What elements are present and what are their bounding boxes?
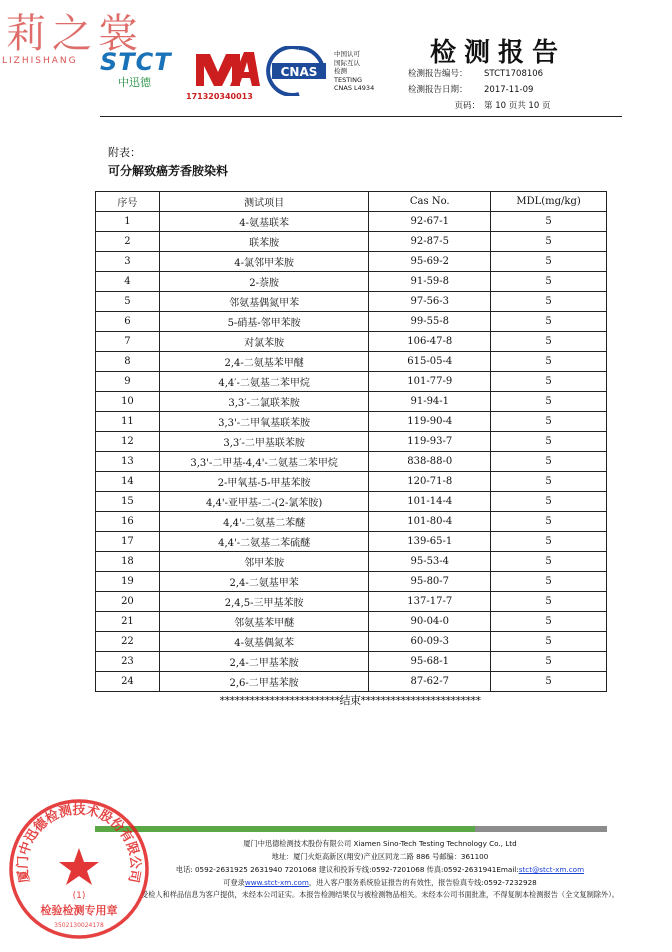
- table-row: [96, 412, 607, 432]
- cell-cas-no: 119-90-4: [369, 412, 491, 432]
- footer-stripe-gray: [475, 826, 607, 832]
- cell-test-item: 2-甲氧基-5-甲基苯胺: [159, 472, 369, 492]
- table-row: [96, 672, 607, 692]
- results-table: [95, 191, 607, 692]
- cell-test-item: 3,3′-二氯联苯胺: [159, 392, 369, 412]
- table-row: [96, 592, 607, 612]
- ma-number: 171320340013: [186, 92, 253, 101]
- table-row: [96, 552, 607, 572]
- table-body: [96, 212, 607, 692]
- table-row: [96, 652, 607, 672]
- cell-test-item: 4,4'-亚甲基-二-(2-氯苯胺): [159, 492, 369, 512]
- cell-mdl: 5: [491, 352, 607, 372]
- cell-cas-no: 91-94-1: [369, 392, 491, 412]
- cell-cas-no: 106-47-8: [369, 332, 491, 352]
- cell-no: 11: [96, 412, 160, 432]
- cell-cas-no: 97-56-3: [369, 292, 491, 312]
- report-date: 2017-11-09: [484, 85, 534, 95]
- cell-mdl: 5: [491, 572, 607, 592]
- table-row: [96, 272, 607, 292]
- table-row: [96, 352, 607, 372]
- cell-test-item: 2,4-二氨基苯甲醚: [159, 352, 369, 372]
- page-number: 第 10 页共 10 页: [484, 101, 551, 111]
- cell-cas-no: 137-17-7: [369, 592, 491, 612]
- cell-test-item: 4-氨基偶氮苯: [159, 632, 369, 652]
- cnas-logo-text: CNAS: [280, 65, 318, 79]
- cell-test-item: 对氯苯胺: [159, 332, 369, 352]
- end-marker: ************************结束************************: [219, 694, 481, 707]
- header-test-item: 测试项目: [159, 192, 369, 212]
- cell-mdl: 5: [491, 412, 607, 432]
- footer-website-link[interactable]: www.stct-xm.com: [244, 878, 309, 887]
- cnas-logo: [266, 46, 332, 96]
- report-number-label: 检测报告编号：: [408, 69, 468, 79]
- cell-test-item: 3,3'-二甲基-4,4'-二氨基二苯甲烷: [159, 452, 369, 472]
- cell-no: 23: [96, 652, 160, 672]
- cell-no: 9: [96, 372, 160, 392]
- cell-test-item: 2,4-二氨基甲苯: [159, 572, 369, 592]
- cell-cas-no: 92-67-1: [369, 212, 491, 232]
- cell-no: 12: [96, 432, 160, 452]
- cell-no: 15: [96, 492, 160, 512]
- footer-login-post: ，进入客户服务系统验证报告的有效性，报告验真专线:0592-7232928: [308, 878, 537, 887]
- cell-mdl: 5: [491, 292, 607, 312]
- report-date-label: 检测报告日期：: [408, 85, 468, 95]
- table-row: [96, 512, 607, 532]
- page-number-row: [408, 99, 550, 111]
- cell-test-item: 邻甲苯胺: [159, 552, 369, 572]
- cell-no: 7: [96, 332, 160, 352]
- watermark: 莉之裳: [6, 11, 144, 57]
- cell-mdl: 5: [491, 252, 607, 272]
- cell-test-item: 4,4'-二氨基二苯硫醚: [159, 532, 369, 552]
- cell-test-item: 5-硝基-邻甲苯胺: [159, 312, 369, 332]
- appendix-label: 附表：: [108, 146, 141, 159]
- seal-code: 3502130024178: [54, 922, 104, 929]
- cell-cas-no: 95-69-2: [369, 252, 491, 272]
- report-title: 检测报告: [430, 38, 567, 68]
- report-number: STCT1708106: [484, 69, 544, 79]
- ma-logo-text: MA: [192, 46, 194, 47]
- cell-no: 21: [96, 612, 160, 632]
- cell-mdl: 5: [491, 492, 607, 512]
- footer-email-link[interactable]: stct@stct-xm.com: [518, 865, 585, 874]
- cell-test-item: 联苯胺: [159, 232, 369, 252]
- cell-cas-no: 119-93-7: [369, 432, 491, 452]
- cell-test-item: 2,4,5-三甲基苯胺: [159, 592, 369, 612]
- table-row: [96, 232, 607, 252]
- cell-mdl: 5: [491, 332, 607, 352]
- cell-cas-no: 120-71-8: [369, 472, 491, 492]
- header-divider: [100, 116, 622, 117]
- table-row: [96, 332, 607, 352]
- cell-cas-no: 95-80-7: [369, 572, 491, 592]
- footer-phone-text: 电话: 0592-2631925 2631940 7201068 建议和投诉专线:0592-7201068 传真:0592-2631941Email:: [175, 865, 519, 874]
- cell-cas-no: 101-80-4: [369, 512, 491, 532]
- cell-no: 18: [96, 552, 160, 572]
- cell-cas-no: 95-53-4: [369, 552, 491, 572]
- cell-test-item: 邻氨基苯甲醚: [159, 612, 369, 632]
- table-row: [96, 432, 607, 452]
- cell-cas-no: 139-65-1: [369, 532, 491, 552]
- cell-test-item: 3,3′-二甲基联苯胺: [159, 432, 369, 452]
- cnas-accreditation-text: 中国认可 国际互认 检测 TESTING CNAS L4934: [334, 50, 375, 92]
- cell-mdl: 5: [491, 312, 607, 332]
- cell-no: 13: [96, 452, 160, 472]
- cell-test-item: 4,4'-二氨基二苯醚: [159, 512, 369, 532]
- cell-mdl: 5: [491, 392, 607, 412]
- cell-mdl: 5: [491, 592, 607, 612]
- cell-no: 1: [96, 212, 160, 232]
- cell-test-item: 4-氯邻甲苯胺: [159, 252, 369, 272]
- cell-mdl: 5: [491, 672, 607, 692]
- cell-no: 17: [96, 532, 160, 552]
- cell-mdl: 5: [491, 432, 607, 452]
- cell-mdl: 5: [491, 212, 607, 232]
- cell-no: 6: [96, 312, 160, 332]
- footer-login-pre: 可登录: [223, 878, 245, 887]
- table-row: [96, 452, 607, 472]
- cell-test-item: 4-氨基联苯: [159, 212, 369, 232]
- cell-mdl: 5: [491, 552, 607, 572]
- footer-disclaimer: 受检人和样品信息为客户提供，未经本公司证实。本报告检测结果仅与被检测物品相关。未经本公司书面批准，不得复制本检测报告（全文复制除外）。: [141, 890, 619, 899]
- report-date-row: [408, 83, 533, 95]
- cell-no: 3: [96, 252, 160, 272]
- cell-cas-no: 838-88-0: [369, 452, 491, 472]
- cell-cas-no: 60-09-3: [369, 632, 491, 652]
- cell-test-item: 2,6-二甲基苯胺: [159, 672, 369, 692]
- cell-no: 20: [96, 592, 160, 612]
- cell-no: 5: [96, 292, 160, 312]
- cell-no: 4: [96, 272, 160, 292]
- table-row: [96, 312, 607, 332]
- cell-mdl: 5: [491, 652, 607, 672]
- stct-logo-subtitle: 中迅德: [118, 76, 151, 89]
- stct-logo: [100, 48, 192, 98]
- table-row: [96, 532, 607, 552]
- table-row: [96, 572, 607, 592]
- company-seal: [4, 794, 154, 944]
- cell-cas-no: 91-59-8: [369, 272, 491, 292]
- cell-cas-no: 99-55-8: [369, 312, 491, 332]
- table-row: [96, 252, 607, 272]
- cell-mdl: 5: [491, 612, 607, 632]
- header-mdl: MDL(mg/kg): [491, 192, 607, 212]
- cell-cas-no: 101-77-9: [369, 372, 491, 392]
- cell-test-item: 2-萘胺: [159, 272, 369, 292]
- cell-mdl: 5: [491, 232, 607, 252]
- cell-test-item: 4,4′-二氨基二苯甲烷: [159, 372, 369, 392]
- cell-test-item: 3,3'-二甲氧基联苯胺: [159, 412, 369, 432]
- cell-cas-no: 101-14-4: [369, 492, 491, 512]
- cell-cas-no: 87-62-7: [369, 672, 491, 692]
- stct-logo-text: STCT: [100, 48, 172, 76]
- table-row: [96, 632, 607, 652]
- table-header-row: [96, 192, 607, 212]
- cell-mdl: 5: [491, 272, 607, 292]
- cell-mdl: 5: [491, 452, 607, 472]
- table-row: [96, 472, 607, 492]
- cell-mdl: 5: [491, 632, 607, 652]
- cell-no: 10: [96, 392, 160, 412]
- cell-no: 14: [96, 472, 160, 492]
- header-no: 序号: [96, 192, 160, 212]
- watermark-sub: LIZHISHANG: [2, 56, 78, 66]
- footer-phone: [140, 864, 620, 875]
- cell-test-item: 邻氨基偶氮甲苯: [159, 292, 369, 312]
- seal-subtext: 检验检测专用章: [40, 904, 118, 917]
- table-row: [96, 372, 607, 392]
- cell-no: 19: [96, 572, 160, 592]
- cell-no: 8: [96, 352, 160, 372]
- cell-cas-no: 90-04-0: [369, 612, 491, 632]
- cell-cas-no: 95-68-1: [369, 652, 491, 672]
- cell-mdl: 5: [491, 472, 607, 492]
- table-row: [96, 212, 607, 232]
- cell-test-item: 2,4-二甲基苯胺: [159, 652, 369, 672]
- cell-mdl: 5: [491, 372, 607, 392]
- seal-text: 厦门中迅德检测技术股份有限公司: [15, 802, 143, 884]
- table-row: [96, 612, 607, 632]
- page-label: 页码：: [454, 101, 480, 111]
- section-subtitle: 可分解致癌芳香胺染料: [108, 164, 229, 178]
- table-row: [96, 492, 607, 512]
- cell-no: 22: [96, 632, 160, 652]
- footer-address: 地址：厦门火炬高新区(翔安)产业区同龙二路 886 号邮编：361100: [271, 852, 489, 861]
- cell-mdl: 5: [491, 532, 607, 552]
- ma-logo: [192, 46, 262, 92]
- footer-verify: [140, 877, 620, 888]
- cell-no: 24: [96, 672, 160, 692]
- report-number-row: [408, 67, 543, 79]
- header-cas-no: Cas No.: [369, 192, 491, 212]
- footer-company: 厦门中迅德检测技术股份有限公司 Xiamen Sino-Tech Testing Technology Co., Ltd: [243, 839, 517, 848]
- cell-no: 16: [96, 512, 160, 532]
- seal-number: (1): [72, 891, 86, 901]
- cell-cas-no: 92-87-5: [369, 232, 491, 252]
- cell-no: 2: [96, 232, 160, 252]
- table-row: [96, 392, 607, 412]
- cell-cas-no: 615-05-4: [369, 352, 491, 372]
- cell-mdl: 5: [491, 512, 607, 532]
- table-row: [96, 292, 607, 312]
